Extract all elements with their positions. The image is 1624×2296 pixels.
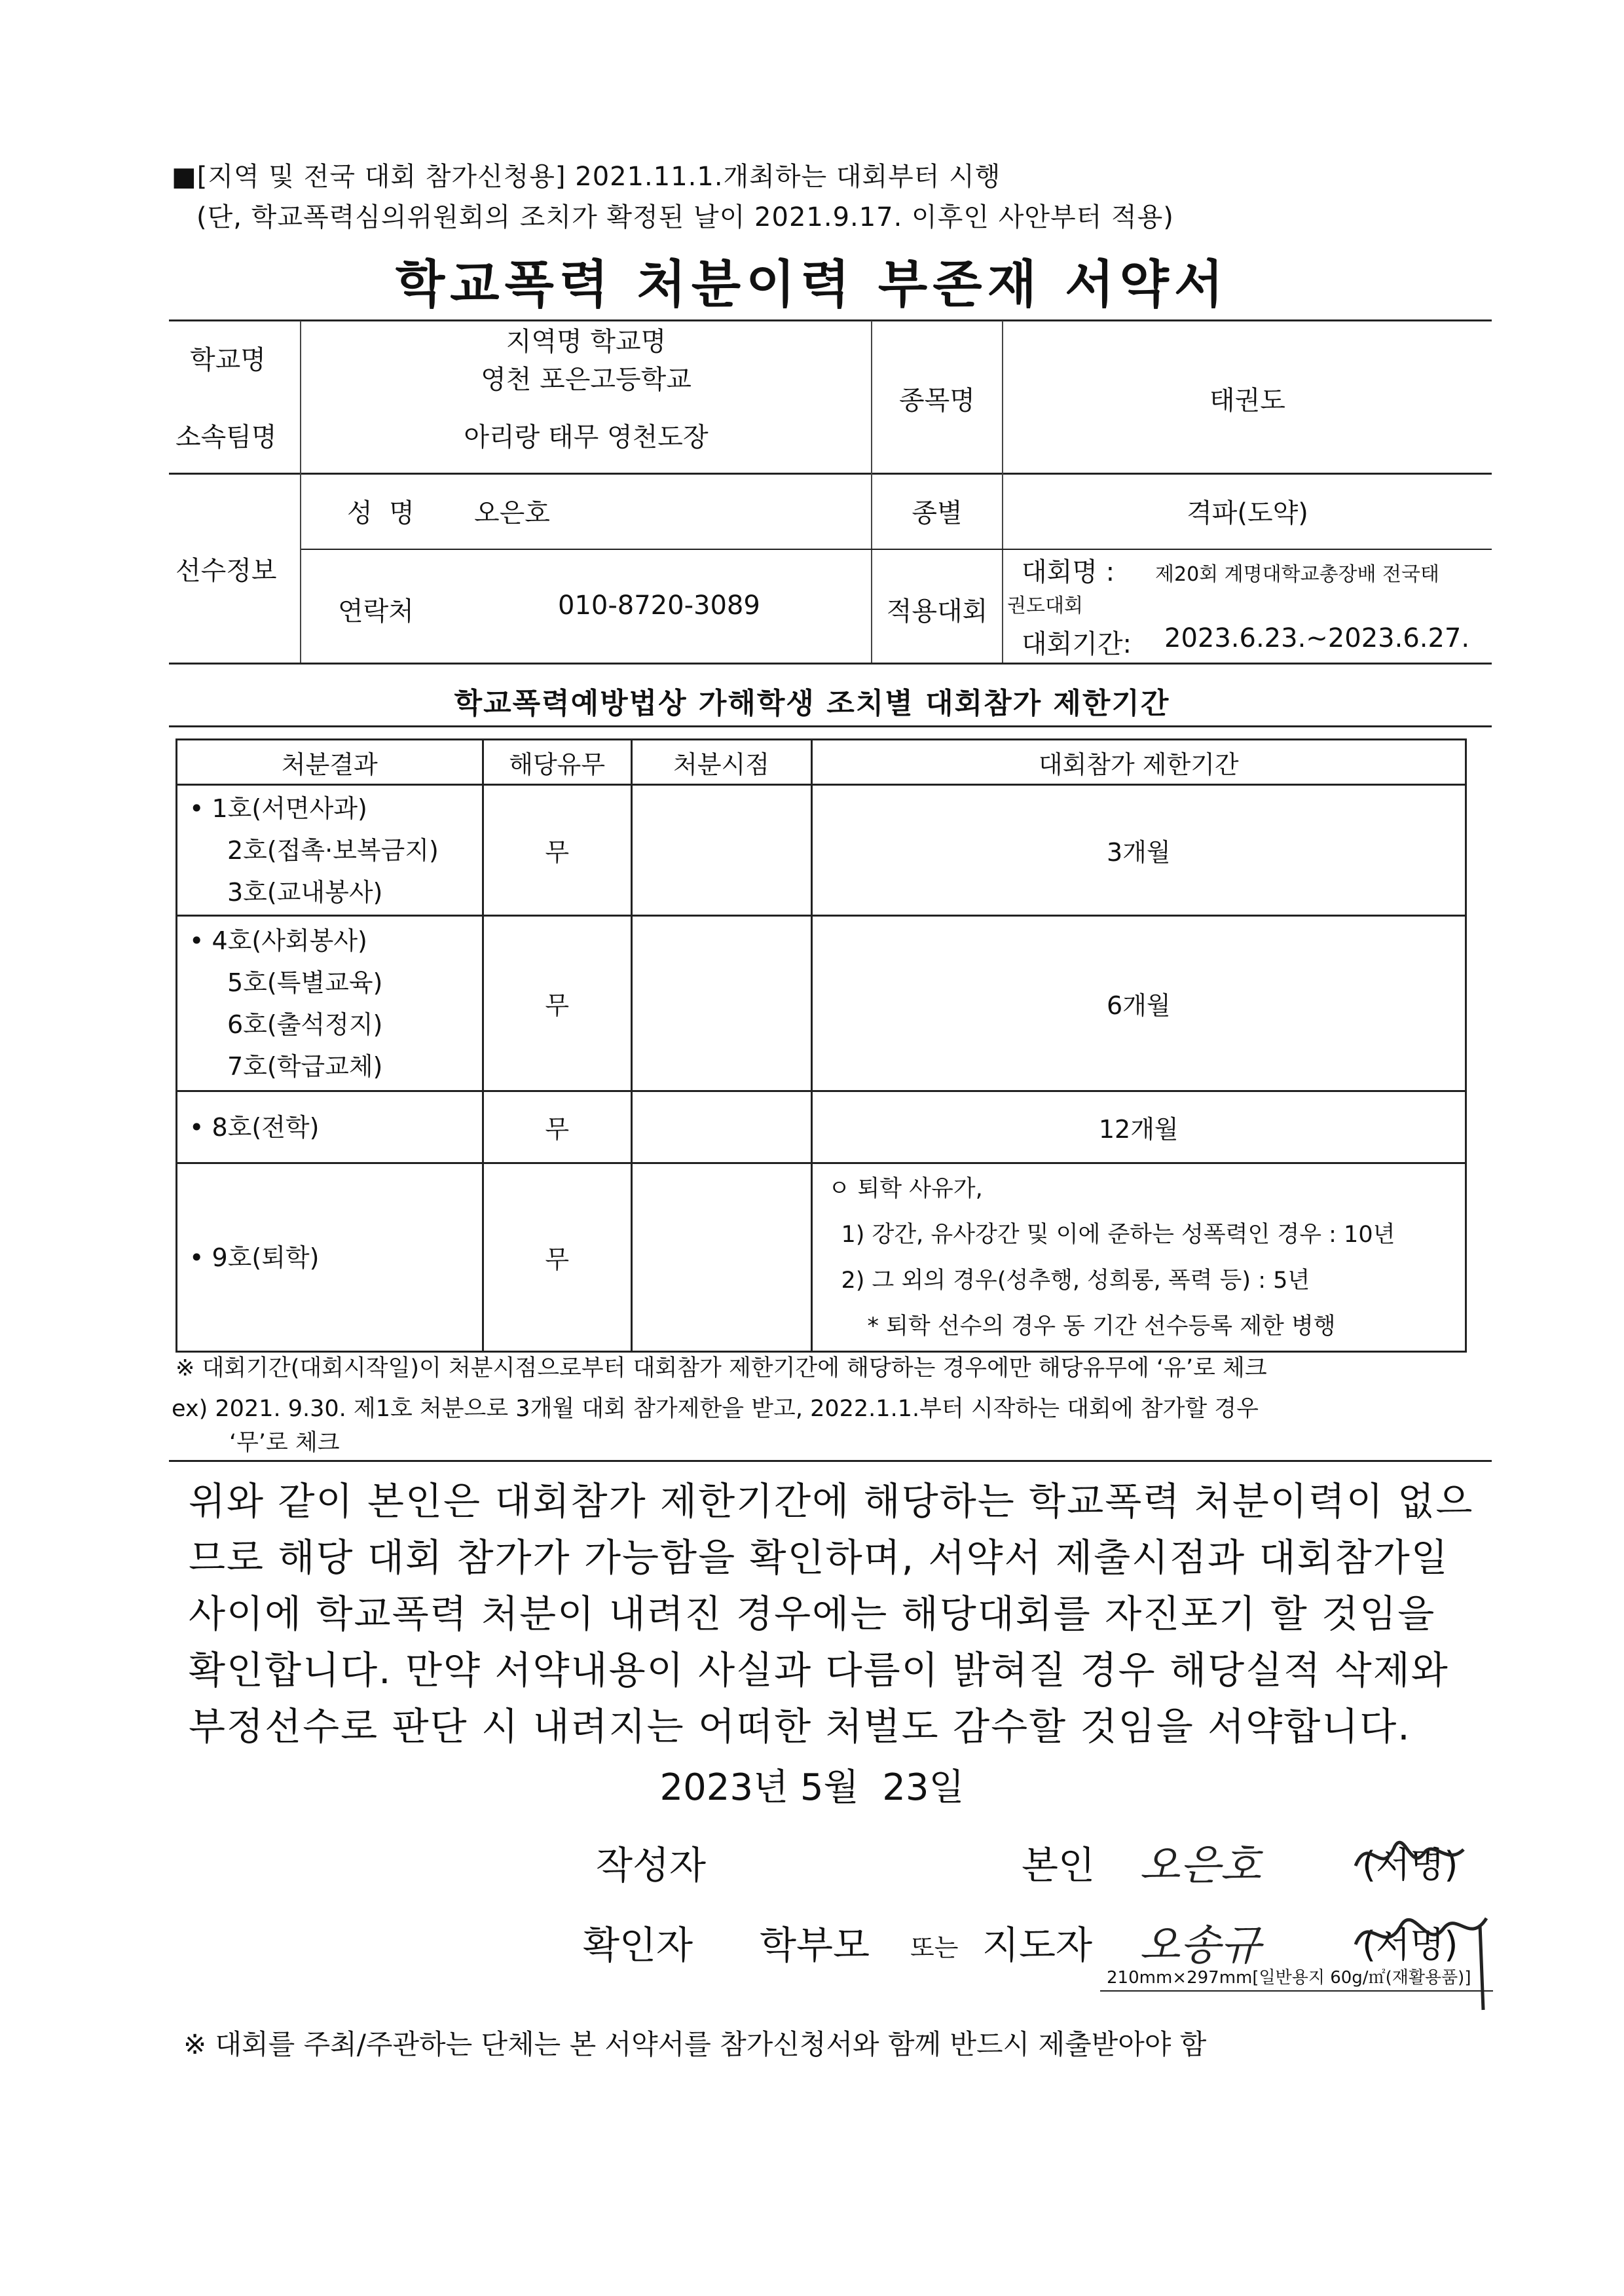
measure-item: 2호(접촉·보복금지): [227, 835, 439, 865]
header-result: 처분결과: [177, 740, 483, 785]
footnote-bottom-border: [169, 1460, 1492, 1462]
competition-period-label: 대회기간:: [1022, 629, 1132, 659]
table-row: [177, 1163, 1466, 1352]
limit-cell: [811, 1163, 1466, 1352]
coach-signature-scribble: [1349, 1899, 1500, 2016]
contact-value: 010-8720-3089: [558, 591, 760, 621]
pledge-paragraph: [189, 1473, 1472, 1755]
coach-sign-label: (서명): [1362, 1924, 1458, 1965]
category-label: 종별: [912, 498, 963, 528]
notice-line-1: ■[지역 및 전국 대회 참가신청용] 2021.11.1.개최하는 대회부터 시행: [172, 162, 1001, 192]
pledge-line: 사이에 학교폭력 처분이 내려진 경우에는 해당대회를 자진포기 할 것임을: [189, 1592, 1436, 1636]
pledge-line: 확인합니다. 만약 서약내용이 사실과 다름이 밝혀질 경우 해당실적 삭제와: [189, 1648, 1449, 1692]
competition-period-value: 2023.6.23.~2023.6.27.: [1164, 623, 1470, 653]
applicable-cell: 무: [483, 916, 631, 1091]
result-cell: [177, 1091, 483, 1163]
date-cell: [631, 1163, 811, 1352]
applicable-cell: 무: [483, 785, 631, 916]
header-applicable: 해당유무: [483, 740, 631, 785]
event-label: 종목명: [899, 386, 975, 416]
date-cell: [631, 916, 811, 1091]
footnote-2: ex) 2021. 9.30. 제1호 처분으로 3개월 대회 참가제한을 받고, 2022.1.1.부터 시작하는 대회에 참가할 경우: [172, 1396, 1259, 1422]
date-cell: [631, 785, 811, 916]
result-cell: [177, 1163, 483, 1352]
pledge-line: 위와 같이 본인은 대회참가 제한기간에 해당하는 학교폭력 처분이력이 없으: [189, 1479, 1474, 1523]
measure-item: 5호(특별교육): [227, 968, 383, 997]
name-label: 성 명: [347, 498, 415, 528]
measure-item: • 9호(퇴학): [189, 1243, 320, 1272]
limit-cell: 3개월: [811, 785, 1466, 916]
competition-name-line2: 권도대회: [1007, 594, 1083, 617]
document-title: 학교폭력 처분이력 부존재 서약서: [395, 255, 1229, 314]
pledge-line: 므로 해당 대회 참가가 가능함을 확인하며, 서약서 제출시점과 대회참가일: [189, 1535, 1449, 1580]
self-handwritten-name: 오은호: [1139, 1842, 1261, 1890]
school-label: 학교명: [190, 345, 266, 375]
limit-line: ㅇ 퇴학 사유가,: [828, 1175, 983, 1202]
limit-cell: 12개월: [811, 1091, 1466, 1163]
competition-name-line1: 제20회 계명대학교총장배 전국태: [1155, 563, 1439, 586]
header-limit: 대회참가 제한기간: [811, 740, 1466, 785]
limit-line: * 퇴학 선수의 경우 동 기간 선수등록 제한 병행: [867, 1313, 1336, 1339]
or-label: 또는: [910, 1933, 959, 1962]
footnote-1: ※ 대회기간(대회시작일)이 처분시점으로부터 대회참가 제한기간에 해당하는 경우에만 해당유무에 ‘유’로 체크: [175, 1355, 1267, 1381]
table-header-row: [177, 740, 1466, 785]
table-row: [177, 916, 1466, 1091]
info-bottom-border: [169, 663, 1492, 665]
pledge-date: 2023년 5월 23일: [659, 1766, 965, 1809]
team-label: 소속팀명: [175, 422, 277, 452]
self-signature-scribble: [1349, 1827, 1480, 1886]
table-row: [177, 1091, 1466, 1163]
event-value: 태권도: [1209, 386, 1285, 416]
competition-label: 적용대회: [886, 596, 988, 627]
pledge-line: 부정선수로 판단 시 내려지는 어떠한 처벌도 감수할 것임을 서약합니다.: [189, 1704, 1411, 1749]
date-cell: [631, 1091, 811, 1163]
section-title-underline: [169, 725, 1492, 727]
info-divider-3: [1002, 321, 1003, 663]
paper-spec: 210mm×297mm[일반용지 60g/㎡(재활용품)]: [1107, 1968, 1471, 1988]
confirmer-label: 확인자: [583, 1923, 693, 1967]
table-row: [177, 785, 1466, 916]
limit-line: 1) 강간, 유사강간 및 이에 준하는 성폭력인 경우 : 10년: [841, 1221, 1395, 1248]
limit-cell: 6개월: [811, 916, 1466, 1091]
athlete-info-label: 선수정보: [175, 556, 277, 586]
author-label: 작성자: [596, 1843, 707, 1887]
coach-handwritten-name: 오송규: [1139, 1922, 1261, 1970]
info-athlete-row-divider: [301, 549, 1492, 550]
header-date: 처분시점: [631, 740, 811, 785]
coach-label: 지도자: [982, 1923, 1093, 1967]
school-sublabel: 지역명 학교명: [506, 327, 667, 357]
result-cell: [177, 916, 483, 1091]
applicable-cell: 무: [483, 1163, 631, 1352]
team-value: 아리랑 태무 영천도장: [464, 422, 709, 452]
measure-item: 7호(학급교체): [227, 1051, 383, 1081]
competition-name-label: 대회명 :: [1022, 557, 1115, 587]
name-value: 오은호: [474, 498, 550, 528]
result-cell: [177, 785, 483, 916]
section-title: 학교폭력예방법상 가해학생 조치별 대회참가 제한기간: [454, 687, 1170, 720]
measure-item: • 1호(서면사과): [189, 793, 367, 823]
measure-item: • 8호(전학): [189, 1112, 320, 1142]
paper-spec-underline: [1100, 1990, 1493, 1992]
disciplinary-table: [175, 738, 1467, 1353]
measure-item: 6호(출석정지): [227, 1010, 383, 1039]
measure-item: 3호(교내봉사): [227, 877, 383, 907]
self-sign-label: (서명): [1362, 1844, 1458, 1886]
info-mid-border: [169, 473, 1492, 475]
applicable-cell: 무: [483, 1091, 631, 1163]
measure-item: • 4호(사회봉사): [189, 926, 367, 955]
notice-line-2: (단, 학교폭력심의위원회의 조치가 확정된 날이 2021.9.17. 이후인 사안부터 적용): [196, 202, 1174, 232]
self-label: 본인: [1022, 1843, 1096, 1887]
contact-label: 연락처: [338, 596, 414, 627]
school-value: 영천 포은고등학교: [481, 365, 692, 395]
footnote-3: ‘무’로 체크: [229, 1430, 340, 1456]
parent-label: 학부모: [760, 1923, 870, 1967]
limit-line: 2) 그 외의 경우(성추행, 성희롱, 폭력 등) : 5년: [841, 1267, 1310, 1294]
bottom-note: ※ 대회를 주최/주관하는 단체는 본 서약서를 참가신청서와 함께 반드시 제출받아야 함: [183, 2028, 1207, 2060]
category-value: 격파(도약): [1187, 498, 1308, 528]
